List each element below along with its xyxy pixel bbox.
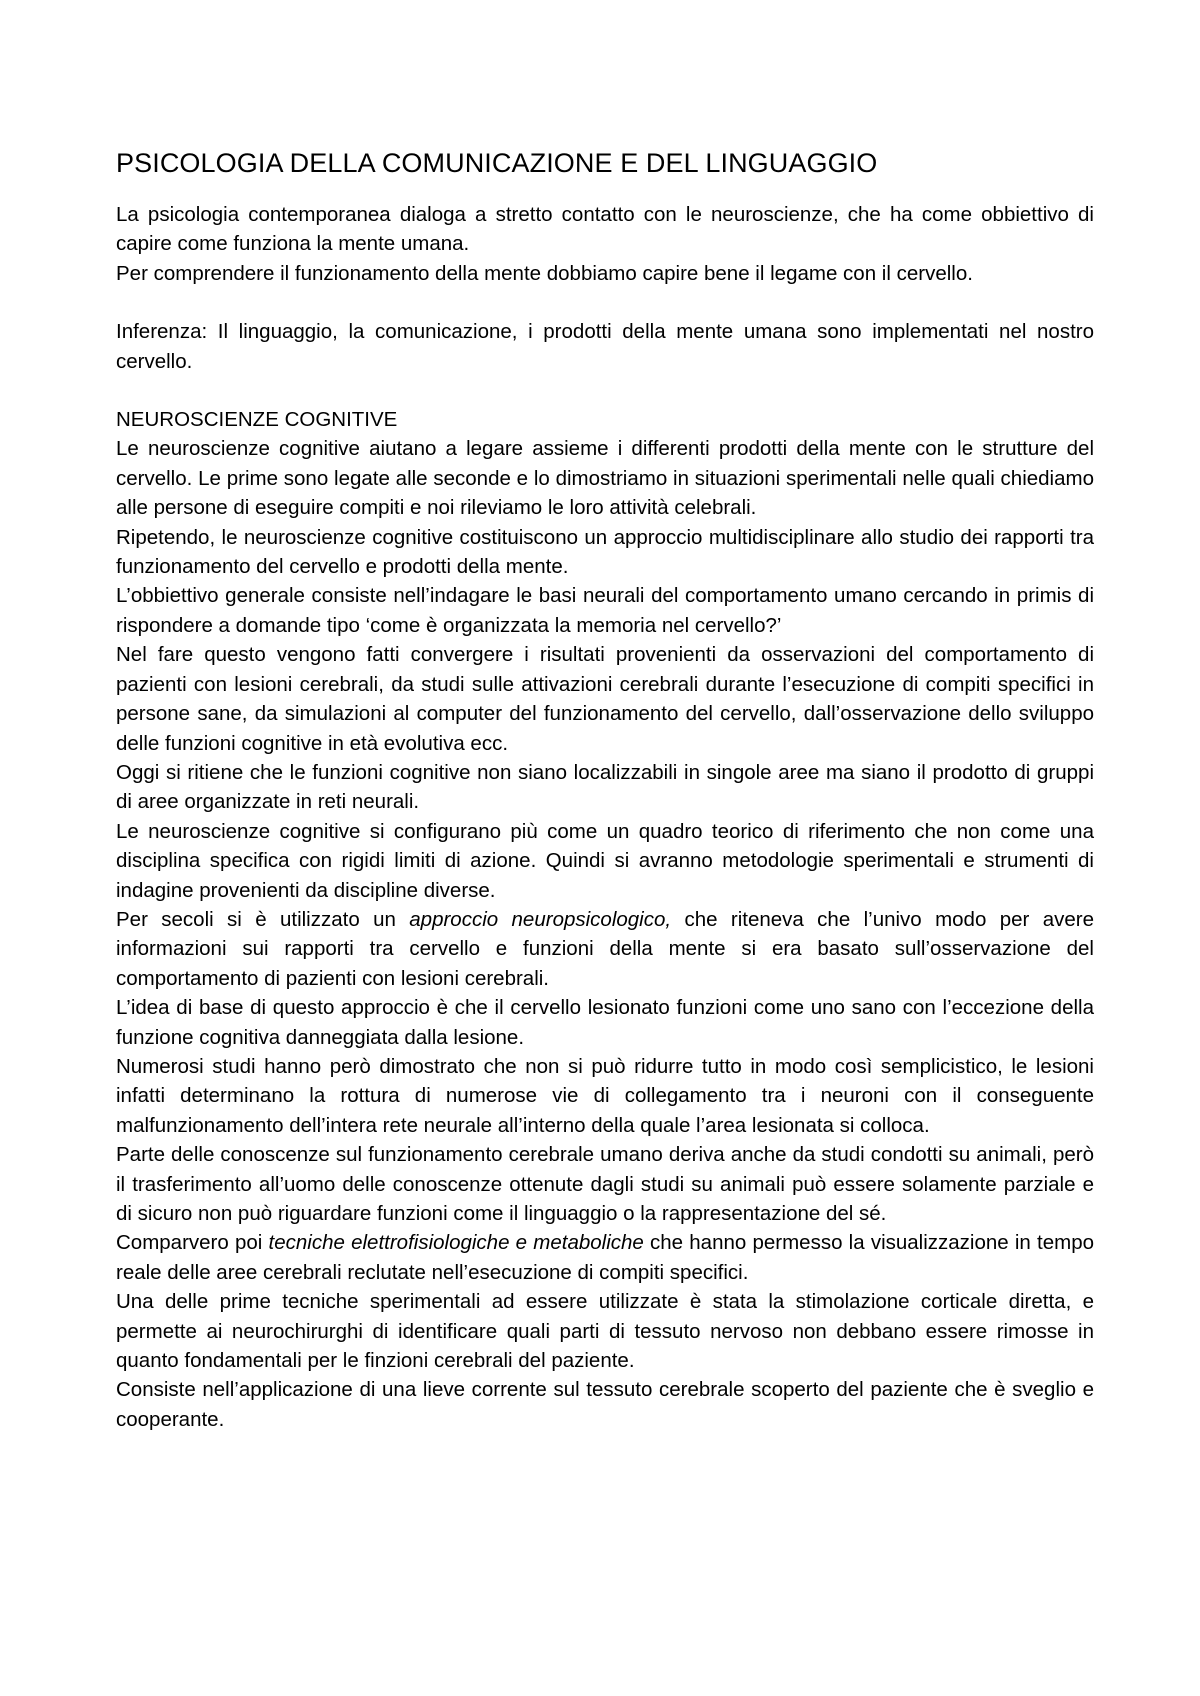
intro-paragraph-1: La psicologia contemporanea dialoga a stretto contatto con le neuroscienze, che ha come obbiettivo di capire come funziona la mente umana. (116, 203, 1094, 256)
section-paragraph-10: Parte delle conoscenze sul funzionamento cerebrale umano deriva anche da studi condotti su animali, però il trasferimento all’uomo delle conoscenze ottenute dagli studi su animali può essere solamente parziale e di sicuro non può riguardare funzioni come il linguaggio o la rappresentazione del sé. (116, 1143, 1094, 1225)
document-title: PSICOLOGIA DELLA COMUNICAZIONE E DEL LINGUAGGIO (116, 148, 878, 178)
intro-paragraph-2: Per comprendere il funzionamento della mente dobbiamo capire bene il legame con il cervello. (116, 261, 973, 285)
paragraph-7-text-end: che riteneva che l’univo modo per avere informazioni sui rapporti tra cervello e funzioni della mente si era basato sull’osservazione del comportamento di pazienti con lesioni cerebrali. (116, 907, 1094, 990)
document-page (116, 146, 1094, 1434)
paragraph-7-text-start: Per secoli si è utilizzato un (116, 907, 410, 931)
section-heading: NEUROSCIENZE COGNITIVE (116, 408, 398, 432)
paragraph-spacer (116, 376, 1094, 405)
section-paragraph-1: Le neuroscienze cognitive aiutano a legare assieme i differenti prodotti della mente con le strutture del cervello. Le prime sono legate alle seconde e lo dimostriamo in situazioni sperimentali nelle quali chiediamo alle persone di eseguire compiti e noi rileviamo le loro attività celebrali. (116, 437, 1094, 520)
section-paragraph-9: Numerosi studi hanno però dimostrato che non si può ridurre tutto in modo così semplicistico, le lesioni infatti determinano la rottura di numerose vie di collegamento tra i neuroni con il conseguente malfunzionamento dell’intera rete neurale all’interno della quale l’area lesionata si colloca. (116, 1054, 1094, 1137)
section-paragraph-12: Una delle prime tecniche sperimentali ad essere utilizzate è stata la stimolazione corticale diretta, e permette ai neurochirurghi di identificare quali parti di tessuto nervoso non debbano essere rimosse in quanto fondamentali per le finzioni cerebrali del paziente. (116, 1290, 1094, 1373)
section-paragraph-6: Le neuroscienze cognitive si configurano più come un quadro teorico di riferimento che non come una disciplina specifica con rigidi limiti di azione. Quindi si avranno metodologie sperimentali e strumenti di indagine provenienti da discipline diverse. (116, 819, 1094, 902)
section-paragraph-8: L’idea di base di questo approccio è che il cervello lesionato funzioni come uno sano con l’eccezione della funzione cognitiva danneggiata dalla lesione. (116, 996, 1094, 1049)
section-paragraph-2: Ripetendo, le neuroscienze cognitive costituiscono un approccio multidisciplinare allo studio dei rapporti tra funzionamento del cervello e prodotti della mente. (116, 525, 1094, 579)
section-paragraph-5: Oggi si ritiene che le funzioni cognitive non siano localizzabili in singole aree ma siano il prodotto di gruppi di aree organizzate in reti neurali. (116, 760, 1094, 814)
paragraph-11-text-end: che hanno permesso la visualizzazione in tempo reale delle aree cerebrali reclutate nell’esecuzione di compiti specifici. (116, 1231, 1095, 1284)
paragraph-11-italic-term: tecniche elettrofisiologiche e metaboliche (268, 1231, 644, 1255)
inference-paragraph: Inferenza: Il linguaggio, la comunicazione, i prodotti della mente umana sono implementati nel nostro cervello. (116, 320, 1094, 373)
paragraph-spacer (116, 288, 1094, 317)
section-paragraph-3: L’obbiettivo generale consiste nell’indagare le basi neurali del comportamento umano cercando in primis di rispondere a domande tipo ‘come è organizzata la memoria nel cervello?’ (116, 584, 1094, 637)
paragraph-11-text-start: Comparvero poi (116, 1231, 269, 1255)
section-paragraph-13: Consiste nell’applicazione di una lieve corrente sul tessuto cerebrale scoperto del paziente che è sveglio e cooperante. (116, 1378, 1094, 1431)
section-paragraph-11 (116, 1228, 1094, 1287)
section-paragraph-4: Nel fare questo vengono fatti convergere i risultati provenienti da osservazioni del comportamento di pazienti con lesioni cerebrali, da studi sulle attivazioni cerebrali durante l’esecuzione di compiti specifici in persone sane, da simulazioni al computer del funzionamento del cervello, dall’osservazione dello sviluppo delle funzioni cognitive in età evolutiva ecc. (116, 643, 1094, 755)
section-paragraph-7 (116, 905, 1094, 993)
paragraph-7-italic-term: approccio neuropsicologico, (409, 907, 672, 931)
